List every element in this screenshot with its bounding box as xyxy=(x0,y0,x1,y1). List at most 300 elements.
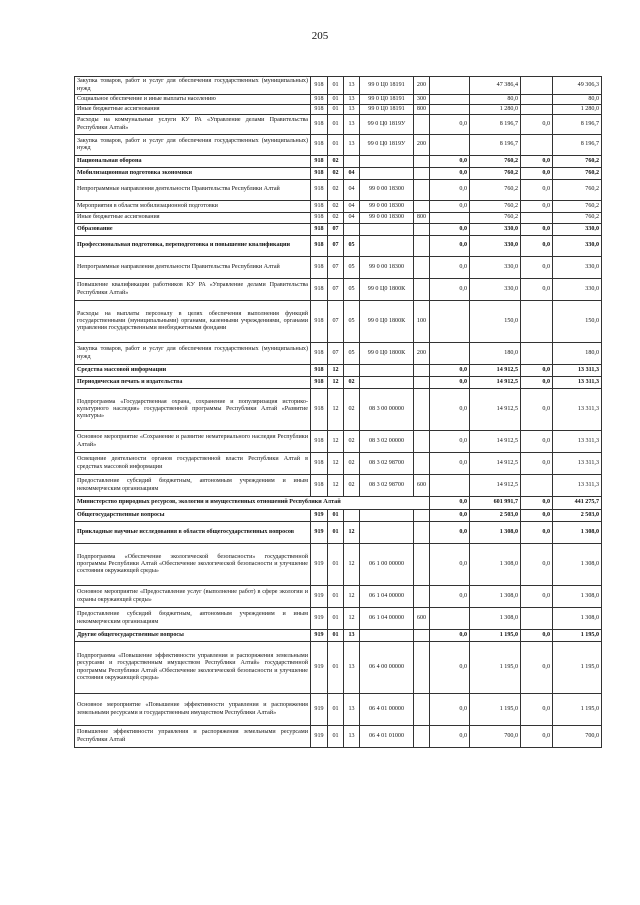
cell-amount-2: 1 195,0 xyxy=(470,642,521,694)
cell-amount-3: 0,0 xyxy=(521,257,553,279)
cell-amount-3 xyxy=(521,608,553,630)
cell-subsection: 04 xyxy=(344,213,360,224)
cell-section: 02 xyxy=(328,168,344,180)
cell-expense-type xyxy=(414,694,430,726)
cell-target-article: 06 1 04 00000 xyxy=(360,608,414,630)
cell-section: 02 xyxy=(328,201,344,213)
cell-amount-3: 0,0 xyxy=(521,389,553,431)
cell-amount-1 xyxy=(430,475,470,497)
cell-amount-2: 760,2 xyxy=(470,201,521,213)
cell-amount-3 xyxy=(521,475,553,497)
cell-amount-4: 150,0 xyxy=(553,301,602,343)
cell-amount-2: 1 308,0 xyxy=(470,586,521,608)
cell-amount-1: 0,0 xyxy=(430,257,470,279)
cell-section: 01 xyxy=(328,726,344,748)
cell-amount-2: 330,0 xyxy=(470,236,521,257)
cell-target-article xyxy=(360,224,414,236)
cell-amount-4: 330,0 xyxy=(553,224,602,236)
cell-amount-2: 330,0 xyxy=(470,257,521,279)
cell-amount-1 xyxy=(430,95,470,105)
cell-section: 01 xyxy=(328,510,344,522)
cell-amount-1: 0,0 xyxy=(430,201,470,213)
table-row xyxy=(75,630,602,642)
cell-amount-2: 80,0 xyxy=(470,95,521,105)
table-row xyxy=(75,201,602,213)
cell-amount-1: 0,0 xyxy=(430,544,470,586)
cell-target-article: 99 0 Ц0 18191 xyxy=(360,105,414,115)
table-row xyxy=(75,168,602,180)
cell-target-article: 99 0 Ц0 18191 xyxy=(360,95,414,105)
table-row xyxy=(75,497,602,510)
cell-amount-3: 0,0 xyxy=(521,586,553,608)
cell-amount-2: 47 386,4 xyxy=(470,77,521,95)
cell-amount-3: 0,0 xyxy=(521,510,553,522)
cell-subsection: 13 xyxy=(344,135,360,156)
cell-code: 918 xyxy=(311,475,328,497)
cell-subsection: 13 xyxy=(344,105,360,115)
cell-amount-4: 1 195,0 xyxy=(553,642,602,694)
cell-amount-1: 0,0 xyxy=(430,642,470,694)
cell-name: Периодическая печать и издательства xyxy=(75,377,311,389)
table-row xyxy=(75,544,602,586)
cell-section: 01 xyxy=(328,544,344,586)
cell-target-article xyxy=(360,156,414,168)
cell-code: 918 xyxy=(311,168,328,180)
cell-section: 07 xyxy=(328,236,344,257)
cell-code: 919 xyxy=(311,586,328,608)
cell-subsection: 02 xyxy=(344,475,360,497)
cell-amount-3: 0,0 xyxy=(521,156,553,168)
cell-amount-3: 0,0 xyxy=(521,497,553,510)
cell-amount-3: 0,0 xyxy=(521,431,553,453)
cell-amount-1: 0,0 xyxy=(430,694,470,726)
cell-amount-1: 0,0 xyxy=(430,115,470,135)
cell-target-article: 06 4 01 00000 xyxy=(360,694,414,726)
cell-amount-3 xyxy=(521,343,553,365)
cell-expense-type: 200 xyxy=(414,77,430,95)
table-row xyxy=(75,475,602,497)
cell-name: Непрограммные направления деятельности Правительства Республики Алтай xyxy=(75,257,311,279)
cell-name: Подпрограмма «Обеспечение экологической безопасности» государственной программы Республики Алтай «Обеспечение экологической безопасности и улучшение состояния окружающей среды» xyxy=(75,544,311,586)
cell-code: 918 xyxy=(311,213,328,224)
cell-code: 919 xyxy=(311,522,328,544)
cell-amount-1: 0,0 xyxy=(430,156,470,168)
cell-section: 12 xyxy=(328,453,344,475)
cell-expense-type xyxy=(414,236,430,257)
cell-target-article: 06 1 04 00000 xyxy=(360,586,414,608)
cell-amount-3: 0,0 xyxy=(521,201,553,213)
cell-name: Расходы на выплаты персоналу в целях обеспечения выполнения функций государственными (муниципальными) органами, казенными учреждениями, органами управления государственными внебюджетными фондами xyxy=(75,301,311,343)
cell-amount-3 xyxy=(521,135,553,156)
cell-expense-type xyxy=(414,431,430,453)
cell-amount-1: 0,0 xyxy=(430,365,470,377)
cell-subsection: 05 xyxy=(344,343,360,365)
cell-amount-3: 0,0 xyxy=(521,522,553,544)
cell-amount-4: 13 311,3 xyxy=(553,453,602,475)
page-number: 205 xyxy=(311,30,329,42)
cell-subsection: 04 xyxy=(344,168,360,180)
table-row xyxy=(75,115,602,135)
cell-section: 07 xyxy=(328,343,344,365)
cell-target-article xyxy=(360,365,414,377)
cell-amount-2: 330,0 xyxy=(470,279,521,301)
table-row xyxy=(75,105,602,115)
cell-amount-4: 1 308,0 xyxy=(553,608,602,630)
cell-target-article: 99 0 00 18300 xyxy=(360,257,414,279)
cell-target-article: 06 1 00 00000 xyxy=(360,544,414,586)
cell-amount-3 xyxy=(521,95,553,105)
cell-code: 918 xyxy=(311,257,328,279)
cell-name: Подпрограмма «Государственная охрана, сохранение и популяризация историко-культурного наследия» государственной программы Республики Алтай «Развитие культуры» xyxy=(75,389,311,431)
cell-amount-3: 0,0 xyxy=(521,365,553,377)
cell-target-article xyxy=(360,236,414,257)
cell-amount-2: 1 308,0 xyxy=(470,544,521,586)
cell-amount-4: 760,2 xyxy=(553,168,602,180)
cell-section: 01 xyxy=(328,135,344,156)
cell-expense-type xyxy=(414,279,430,301)
cell-expense-type xyxy=(414,522,430,544)
cell-expense-type xyxy=(414,726,430,748)
cell-name: Расходы на коммунальные услуги КУ РА «Управление делами Правительства Республики Алтай» xyxy=(75,115,311,135)
cell-amount-2: 760,2 xyxy=(470,156,521,168)
cell-expense-type xyxy=(414,544,430,586)
cell-amount-1: 0,0 xyxy=(430,236,470,257)
cell-subsection: 13 xyxy=(344,95,360,105)
cell-amount-2: 8 196,7 xyxy=(470,115,521,135)
cell-target-article: 99 0 00 18300 xyxy=(360,201,414,213)
cell-expense-type xyxy=(414,510,430,522)
cell-section: 12 xyxy=(328,389,344,431)
cell-name: Предоставление субсидий бюджетным, автономным учреждениям и иным некоммерческим организациям xyxy=(75,608,311,630)
cell-subsection xyxy=(344,156,360,168)
cell-amount-2: 1 308,0 xyxy=(470,522,521,544)
cell-name: Профессиональная подготовка, переподготовка и повышение квалификации xyxy=(75,236,311,257)
cell-amount-1: 0,0 xyxy=(430,224,470,236)
cell-amount-3: 0,0 xyxy=(521,630,553,642)
cell-name: Закупка товаров, работ и услуг для обеспечения государственных (муниципальных) нужд xyxy=(75,77,311,95)
cell-expense-type: 600 xyxy=(414,475,430,497)
cell-target-article: 99 0 Ц0 1800К xyxy=(360,343,414,365)
cell-amount-3 xyxy=(521,301,553,343)
cell-expense-type xyxy=(414,453,430,475)
table-row xyxy=(75,77,602,95)
cell-subsection: 05 xyxy=(344,301,360,343)
cell-name: Закупка товаров, работ и услуг для обеспечения государственных (муниципальных) нужд xyxy=(75,135,311,156)
cell-section: 07 xyxy=(328,279,344,301)
table-row xyxy=(75,377,602,389)
cell-section: 01 xyxy=(328,95,344,105)
cell-section: 02 xyxy=(328,213,344,224)
cell-expense-type xyxy=(414,168,430,180)
cell-name: Национальная оборона xyxy=(75,156,311,168)
cell-amount-1: 0,0 xyxy=(430,586,470,608)
cell-target-article: 99 0 Ц0 1819У xyxy=(360,115,414,135)
cell-amount-4: 760,2 xyxy=(553,180,602,201)
cell-code: 918 xyxy=(311,377,328,389)
cell-amount-2: 150,0 xyxy=(470,301,521,343)
table-row xyxy=(75,522,602,544)
cell-amount-4: 330,0 xyxy=(553,236,602,257)
cell-subsection: 05 xyxy=(344,279,360,301)
cell-amount-3: 0,0 xyxy=(521,694,553,726)
cell-name: Министерство природных ресурсов, экологии и имущественных отношений Республики Алтай xyxy=(75,497,430,510)
cell-section: 01 xyxy=(328,115,344,135)
cell-amount-2: 2 503,0 xyxy=(470,510,521,522)
table-row xyxy=(75,236,602,257)
cell-amount-1: 0,0 xyxy=(430,168,470,180)
cell-code: 918 xyxy=(311,180,328,201)
table-row xyxy=(75,257,602,279)
cell-amount-3 xyxy=(521,105,553,115)
table-row xyxy=(75,135,602,156)
cell-name: Иные бюджетные ассигнования xyxy=(75,105,311,115)
cell-subsection: 02 xyxy=(344,453,360,475)
cell-amount-1 xyxy=(430,343,470,365)
cell-name: Другие общегосударственные вопросы xyxy=(75,630,311,642)
cell-amount-3: 0,0 xyxy=(521,236,553,257)
cell-amount-3: 0,0 xyxy=(521,642,553,694)
cell-amount-4: 13 311,3 xyxy=(553,365,602,377)
cell-code: 918 xyxy=(311,77,328,95)
cell-section: 01 xyxy=(328,608,344,630)
cell-amount-3: 0,0 xyxy=(521,115,553,135)
cell-amount-1 xyxy=(430,608,470,630)
table-row xyxy=(75,726,602,748)
cell-amount-4: 13 311,3 xyxy=(553,431,602,453)
cell-section: 12 xyxy=(328,475,344,497)
cell-subsection: 02 xyxy=(344,377,360,389)
cell-name: Средства массовой информации xyxy=(75,365,311,377)
cell-amount-4: 330,0 xyxy=(553,279,602,301)
cell-amount-3: 0,0 xyxy=(521,453,553,475)
cell-amount-4: 1 195,0 xyxy=(553,694,602,726)
table-row xyxy=(75,431,602,453)
cell-amount-4: 8 196,7 xyxy=(553,115,602,135)
cell-amount-4: 1 308,0 xyxy=(553,586,602,608)
cell-subsection: 02 xyxy=(344,389,360,431)
budget-table-body xyxy=(75,77,602,748)
cell-amount-4: 13 311,3 xyxy=(553,475,602,497)
cell-name: Повышение квалификации работников КУ РА «Управление делами Правительства Республики Алтай» xyxy=(75,279,311,301)
cell-code: 918 xyxy=(311,343,328,365)
cell-subsection: 13 xyxy=(344,77,360,95)
cell-name: Основное мероприятие «Повышение эффективности управления и распоряжения земельными ресурсами и государственным имуществом Республики Алтай» xyxy=(75,694,311,726)
cell-name: Предоставление субсидий бюджетным, автономным учреждениям и иным некоммерческим организациям xyxy=(75,475,311,497)
cell-code: 918 xyxy=(311,236,328,257)
cell-target-article xyxy=(360,630,414,642)
cell-amount-2: 1 195,0 xyxy=(470,630,521,642)
cell-subsection xyxy=(344,365,360,377)
cell-code: 919 xyxy=(311,510,328,522)
cell-amount-2: 14 912,5 xyxy=(470,377,521,389)
cell-name: Повышение эффективности управления и распоряжения земельными ресурсами Республики Алтай xyxy=(75,726,311,748)
cell-code: 918 xyxy=(311,135,328,156)
cell-name: Образование xyxy=(75,224,311,236)
cell-code: 918 xyxy=(311,431,328,453)
cell-amount-1: 0,0 xyxy=(430,377,470,389)
table-row xyxy=(75,586,602,608)
cell-subsection: 13 xyxy=(344,115,360,135)
cell-target-article: 99 0 Ц0 1819У xyxy=(360,135,414,156)
cell-code: 919 xyxy=(311,694,328,726)
cell-amount-4: 13 311,3 xyxy=(553,389,602,431)
cell-amount-2: 700,0 xyxy=(470,726,521,748)
cell-amount-4: 1 308,0 xyxy=(553,544,602,586)
cell-amount-4: 80,0 xyxy=(553,95,602,105)
cell-subsection: 12 xyxy=(344,608,360,630)
table-row xyxy=(75,694,602,726)
cell-target-article xyxy=(360,377,414,389)
table-row xyxy=(75,301,602,343)
table-row xyxy=(75,365,602,377)
cell-subsection: 04 xyxy=(344,201,360,213)
table-row xyxy=(75,180,602,201)
cell-code: 918 xyxy=(311,95,328,105)
cell-target-article: 06 4 00 00000 xyxy=(360,642,414,694)
cell-amount-2: 14 912,5 xyxy=(470,475,521,497)
cell-amount-1: 0,0 xyxy=(430,497,470,510)
cell-name: Общегосударственные вопросы xyxy=(75,510,311,522)
cell-subsection: 12 xyxy=(344,544,360,586)
cell-expense-type: 300 xyxy=(414,95,430,105)
cell-expense-type xyxy=(414,156,430,168)
cell-name: Социальное обеспечение и иные выплаты населению xyxy=(75,95,311,105)
cell-subsection: 13 xyxy=(344,726,360,748)
cell-subsection: 02 xyxy=(344,431,360,453)
cell-section: 12 xyxy=(328,431,344,453)
cell-amount-3 xyxy=(521,77,553,95)
cell-section: 02 xyxy=(328,156,344,168)
cell-amount-1: 0,0 xyxy=(430,630,470,642)
cell-amount-3: 0,0 xyxy=(521,224,553,236)
cell-expense-type xyxy=(414,377,430,389)
cell-amount-2: 760,2 xyxy=(470,168,521,180)
cell-section: 01 xyxy=(328,642,344,694)
cell-amount-1 xyxy=(430,77,470,95)
table-row xyxy=(75,224,602,236)
cell-code: 918 xyxy=(311,279,328,301)
cell-code: 918 xyxy=(311,389,328,431)
cell-name: Мероприятия в области мобилизационной подготовки xyxy=(75,201,311,213)
cell-amount-1 xyxy=(430,301,470,343)
table-row xyxy=(75,510,602,522)
cell-expense-type: 200 xyxy=(414,135,430,156)
cell-section: 01 xyxy=(328,522,344,544)
cell-subsection: 12 xyxy=(344,586,360,608)
cell-amount-2: 760,2 xyxy=(470,213,521,224)
cell-name: Закупка товаров, работ и услуг для обеспечения государственных (муниципальных) нужд xyxy=(75,343,311,365)
cell-expense-type: 600 xyxy=(414,608,430,630)
cell-name: Освещение деятельности органов государственной власти Республики Алтай в средствах массовой информации xyxy=(75,453,311,475)
cell-section: 01 xyxy=(328,105,344,115)
cell-amount-4: 8 196,7 xyxy=(553,135,602,156)
cell-amount-1: 0,0 xyxy=(430,431,470,453)
cell-amount-4: 2 503,0 xyxy=(553,510,602,522)
cell-section: 02 xyxy=(328,180,344,201)
cell-subsection: 13 xyxy=(344,630,360,642)
cell-amount-3: 0,0 xyxy=(521,544,553,586)
cell-target-article: 99 0 00 18300 xyxy=(360,180,414,201)
cell-expense-type: 200 xyxy=(414,343,430,365)
cell-section: 01 xyxy=(328,77,344,95)
cell-subsection: 05 xyxy=(344,236,360,257)
cell-section: 12 xyxy=(328,377,344,389)
cell-target-article: 08 3 02 98700 xyxy=(360,475,414,497)
table-row xyxy=(75,156,602,168)
cell-subsection xyxy=(344,224,360,236)
table-row xyxy=(75,453,602,475)
cell-name: Основное мероприятие «Сохранение и развитие нематериального наследия Республики Алтай» xyxy=(75,431,311,453)
cell-expense-type: 800 xyxy=(414,213,430,224)
cell-amount-2: 1 308,0 xyxy=(470,608,521,630)
cell-section: 01 xyxy=(328,694,344,726)
cell-amount-4: 330,0 xyxy=(553,257,602,279)
cell-expense-type: 100 xyxy=(414,301,430,343)
cell-amount-3: 0,0 xyxy=(521,180,553,201)
cell-amount-3: 0,0 xyxy=(521,726,553,748)
cell-amount-3 xyxy=(521,213,553,224)
cell-amount-4: 700,0 xyxy=(553,726,602,748)
cell-name: Подпрограмма «Повышение эффективности управления и распоряжения земельными ресурсами и государственным имуществом Республики Алтай» государственной программы Республики Алтай «Обеспечение экологической безопасности и улучшение состояния окружающей среды» xyxy=(75,642,311,694)
cell-expense-type xyxy=(414,115,430,135)
cell-amount-1 xyxy=(430,213,470,224)
cell-target-article: 08 3 02 00000 xyxy=(360,431,414,453)
cell-amount-3: 0,0 xyxy=(521,168,553,180)
cell-code: 918 xyxy=(311,224,328,236)
cell-amount-1: 0,0 xyxy=(430,726,470,748)
cell-target-article: 08 3 00 00000 xyxy=(360,389,414,431)
cell-amount-2: 14 912,5 xyxy=(470,453,521,475)
cell-code: 918 xyxy=(311,365,328,377)
table-row xyxy=(75,343,602,365)
cell-target-article xyxy=(360,168,414,180)
cell-expense-type xyxy=(414,180,430,201)
table-row xyxy=(75,642,602,694)
cell-amount-2: 1 280,0 xyxy=(470,105,521,115)
cell-subsection: 13 xyxy=(344,642,360,694)
cell-amount-1: 0,0 xyxy=(430,522,470,544)
cell-amount-4: 1 195,0 xyxy=(553,630,602,642)
budget-table xyxy=(74,76,602,748)
cell-expense-type xyxy=(414,224,430,236)
cell-expense-type xyxy=(414,586,430,608)
cell-subsection: 12 xyxy=(344,522,360,544)
cell-amount-2: 330,0 xyxy=(470,224,521,236)
cell-name: Прикладные научные исследования в области общегосударственных вопросов xyxy=(75,522,311,544)
cell-amount-2: 8 196,7 xyxy=(470,135,521,156)
cell-code: 919 xyxy=(311,726,328,748)
cell-amount-4: 180,0 xyxy=(553,343,602,365)
cell-target-article: 99 0 Ц0 18191 xyxy=(360,77,414,95)
cell-subsection: 04 xyxy=(344,180,360,201)
cell-name: Непрограммные направления деятельности Правительства Республики Алтай xyxy=(75,180,311,201)
cell-name: Основное мероприятие «Предоставление услуг (выполнение работ) в сфере экологии и охраны окружающей среды» xyxy=(75,586,311,608)
table-row xyxy=(75,389,602,431)
cell-amount-4: 760,2 xyxy=(553,201,602,213)
cell-section: 07 xyxy=(328,301,344,343)
cell-amount-2: 14 912,5 xyxy=(470,365,521,377)
table-row xyxy=(75,608,602,630)
cell-amount-1 xyxy=(430,135,470,156)
cell-amount-3: 0,0 xyxy=(521,279,553,301)
cell-target-article: 99 0 Ц0 1800К xyxy=(360,301,414,343)
cell-amount-1: 0,0 xyxy=(430,180,470,201)
cell-expense-type xyxy=(414,642,430,694)
cell-amount-1: 0,0 xyxy=(430,389,470,431)
cell-name: Иные бюджетные ассигнования xyxy=(75,213,311,224)
cell-code: 919 xyxy=(311,630,328,642)
cell-target-article: 99 0 00 18300 xyxy=(360,213,414,224)
